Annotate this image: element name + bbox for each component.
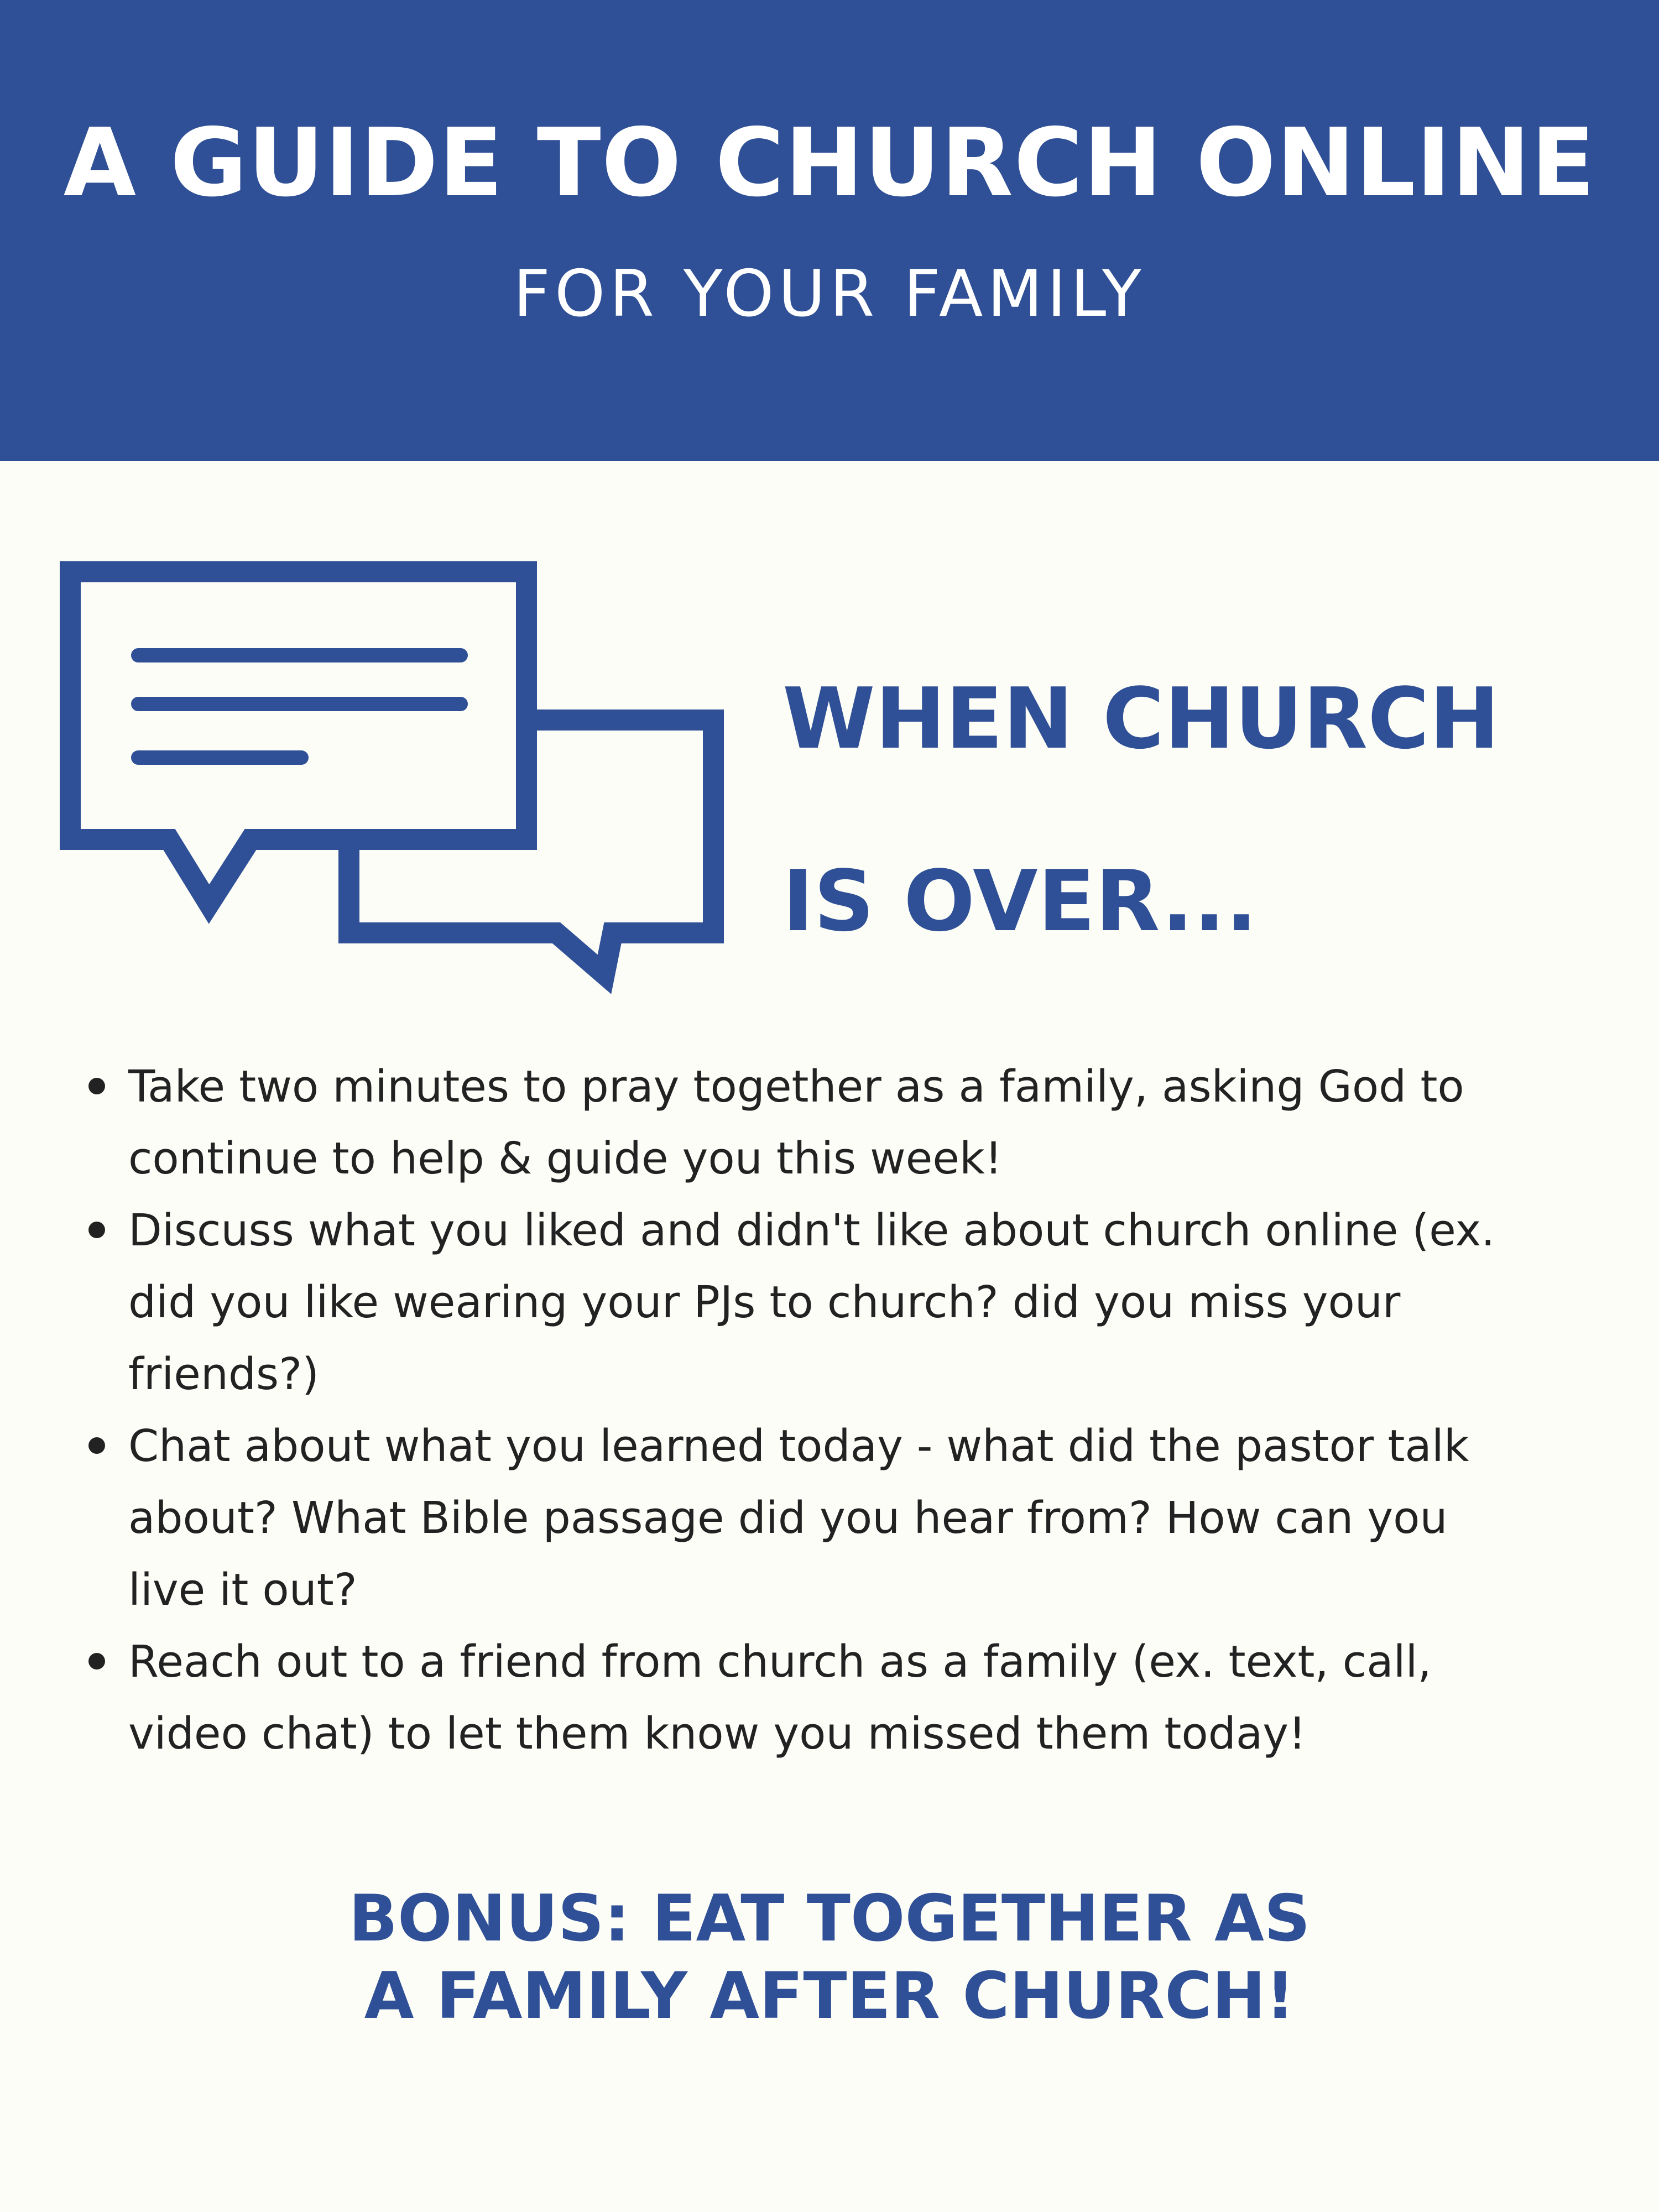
tip-text: Discuss what you liked and didn't like about church online (ex. did you like wearing your PJs to church? did you miss your friends?) [128,1205,1495,1400]
list-item [88,1410,1537,1626]
header-banner [0,0,1659,461]
list-item [88,1051,1537,1194]
bonus-line-2: A FAMILY AFTER CHURCH! [364,1959,1295,2033]
bullet-icon [88,1078,105,1094]
section-heading-line-2: IS OVER... [782,852,1258,950]
tip-text: Chat about what you learned today - what did the pastor talk about? What Bible passage did you hear from? How can you live it out? [128,1421,1469,1615]
list-item [88,1194,1537,1410]
bullet-icon [88,1653,105,1670]
page-subtitle: FOR YOUR FAMILY [513,257,1146,331]
bullet-icon [88,1222,105,1238]
bullet-icon [88,1437,105,1454]
bonus-callout [0,1880,1659,2035]
tip-text: Take two minutes to pray together as a family, asking God to continue to help & guide you this week! [128,1061,1464,1184]
front-speech-bubble [70,572,526,904]
tips-list [88,1051,1537,1770]
section-heading-line-1: WHEN CHURCH [782,670,1500,768]
list-item [88,1626,1537,1770]
page-title: A GUIDE TO CHURCH ONLINE [63,108,1596,218]
section-heading [782,628,1634,993]
chat-bubbles-icon [60,561,729,1004]
tip-text: Reach out to a friend from church as a family (ex. text, call, video chat) to let them know you missed them today! [128,1636,1432,1759]
bonus-line-1: BONUS: EAT TOGETHER AS [348,1881,1311,1956]
